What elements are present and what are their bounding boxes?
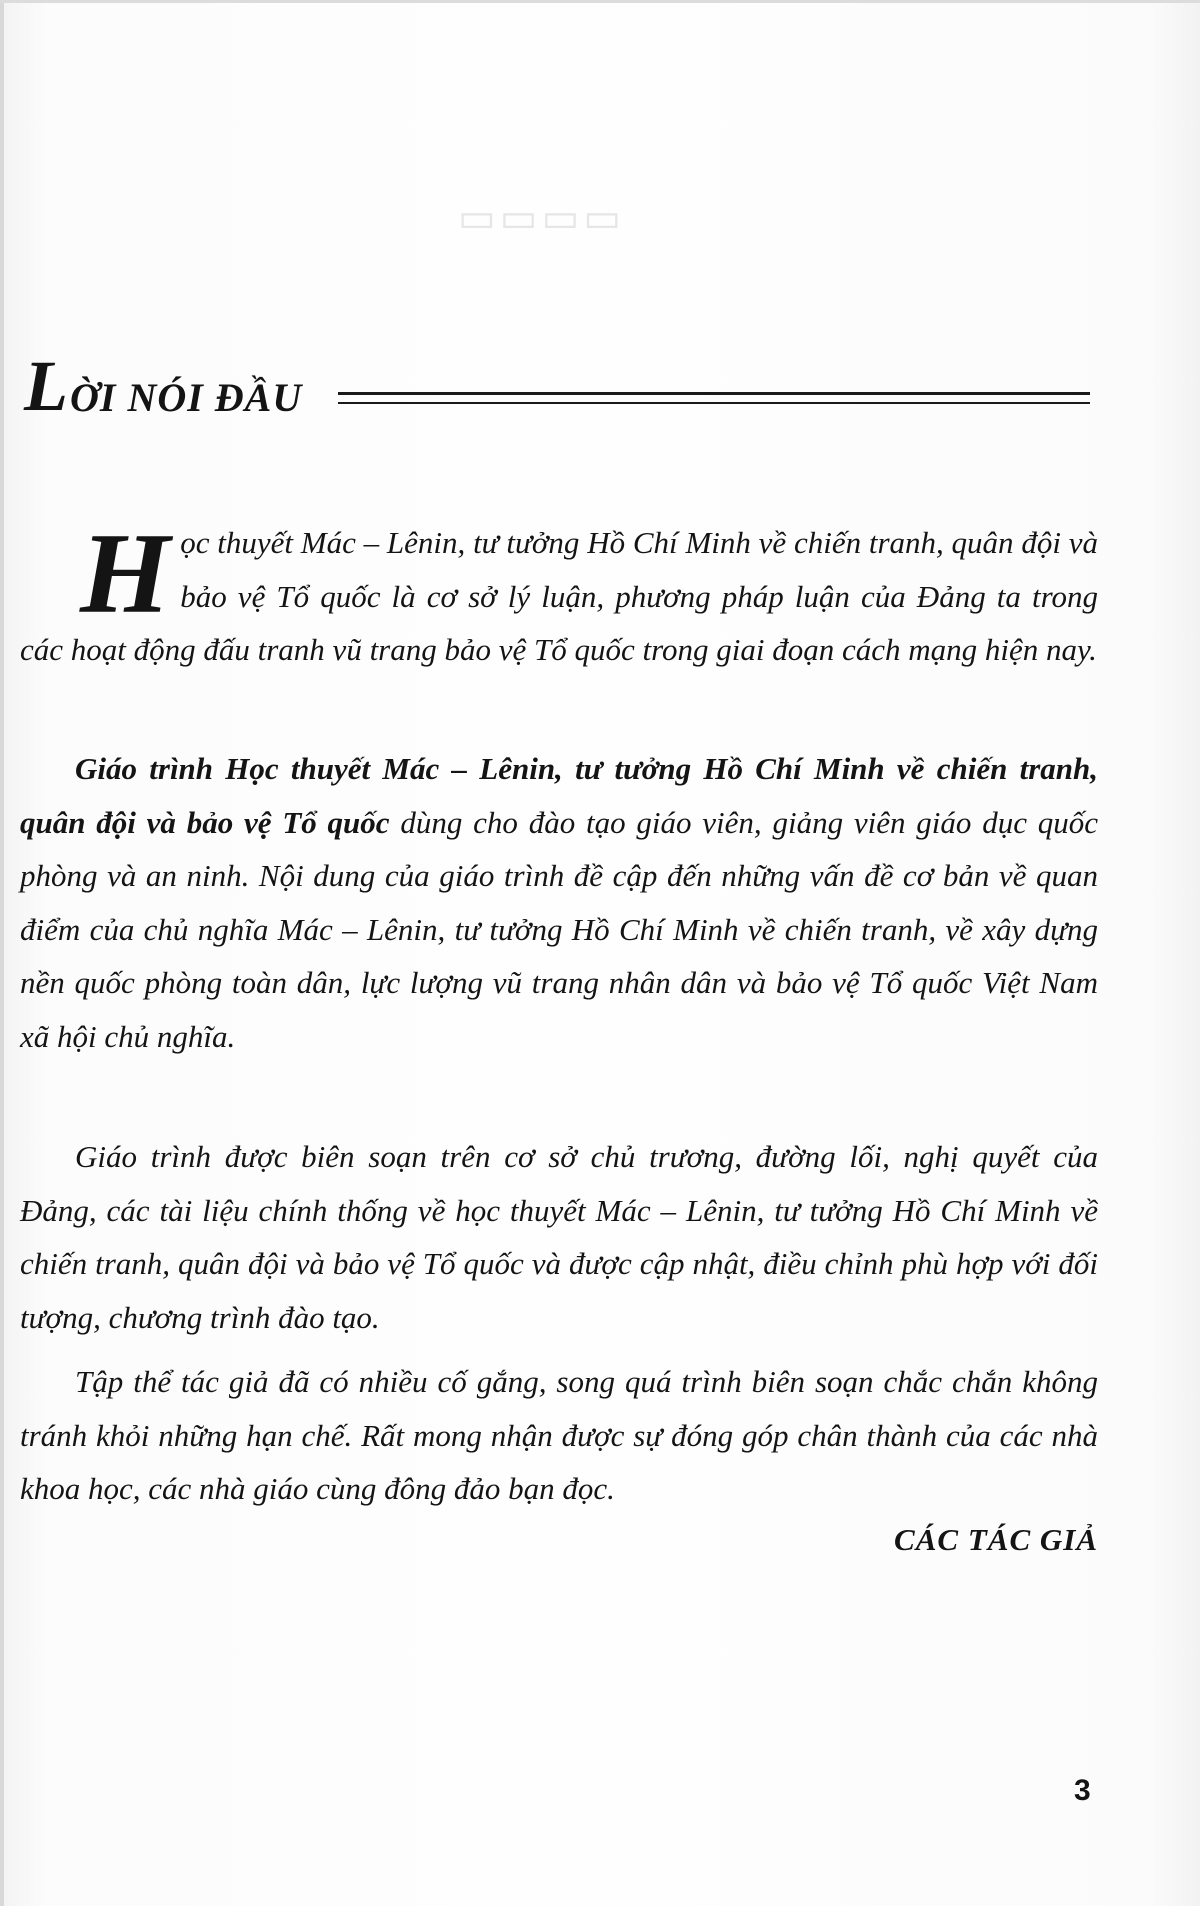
signature: CÁC TÁC GIẢ — [894, 1522, 1098, 1557]
paragraph-1 — [20, 510, 1098, 677]
page-edge-top — [0, 0, 1200, 3]
paragraph-4 — [20, 1355, 1098, 1516]
paragraph-4-text: Tập thể tác giả đã có nhiều cố gắng, song quá trình biên soạn chắc chắn không tránh khỏi những hạn chế. Rất mong nhận được sự đóng góp chân thành của các nhà khoa học, các nhà giáo cùng đông đảo bạn đọc. — [20, 1364, 1098, 1506]
bleed-through-shade: ▭▭▭▭ — [458, 196, 626, 240]
page-heading — [24, 346, 303, 426]
paragraph-2-text: dùng cho đào tạo giáo viên, giảng viên giáo dục quốc phòng và an ninh. Nội dung của giáo trình đề cập đến những vấn đề cơ bản về quan điểm của chủ nghĩa Mác – Lênin, tư tưởng Hồ Chí Minh về chiến tranh, về xây dựng nền quốc phòng toàn dân, lực lượng vũ trang nhân dân và bảo vệ Tổ quốc Việt Nam xã hội chủ nghĩa. — [20, 804, 1098, 1054]
textbook-title: Giáo trình Học thuyết Mác – Lênin, tư tưởng Hồ Chí Minh về chiến tranh, quân đội và bảo vệ Tổ quốc — [20, 751, 1098, 840]
paragraph-2 — [20, 742, 1098, 1063]
paragraph-1-text: ọc thuyết Mác – Lênin, tư tưởng Hồ Chí Minh về chiến tranh, quân đội và bảo vệ Tổ quốc là cơ sở lý luận, phương pháp luận của Đảng ta trong các hoạt động đấu tranh vũ trang bảo vệ Tổ quốc trong giai đoạn cách mạng hiện nay. — [20, 525, 1098, 667]
paragraph-3 — [20, 1130, 1098, 1344]
page-number: 3 — [1074, 1774, 1091, 1807]
dropcap-letter: H — [80, 510, 171, 638]
heading-first-letter: L — [24, 346, 68, 426]
heading-rule-bottom — [338, 402, 1090, 404]
heading-rule-top — [338, 392, 1090, 395]
page-edge-left — [0, 0, 4, 1906]
paragraph-3-text: Giáo trình được biên soạn trên cơ sở chủ trương, đường lối, nghị quyết của Đảng, các tài liệu chính thống về học thuyết Mác – Lênin, tư tưởng Hồ Chí Minh về chiến tranh, quân đội và bảo vệ Tổ quốc và được cập nhật, điều chỉnh phù hợp với đối tượng, chương trình đào tạo. — [20, 1139, 1098, 1335]
heading-rest: ỜI NÓI ĐẦU — [69, 375, 303, 420]
